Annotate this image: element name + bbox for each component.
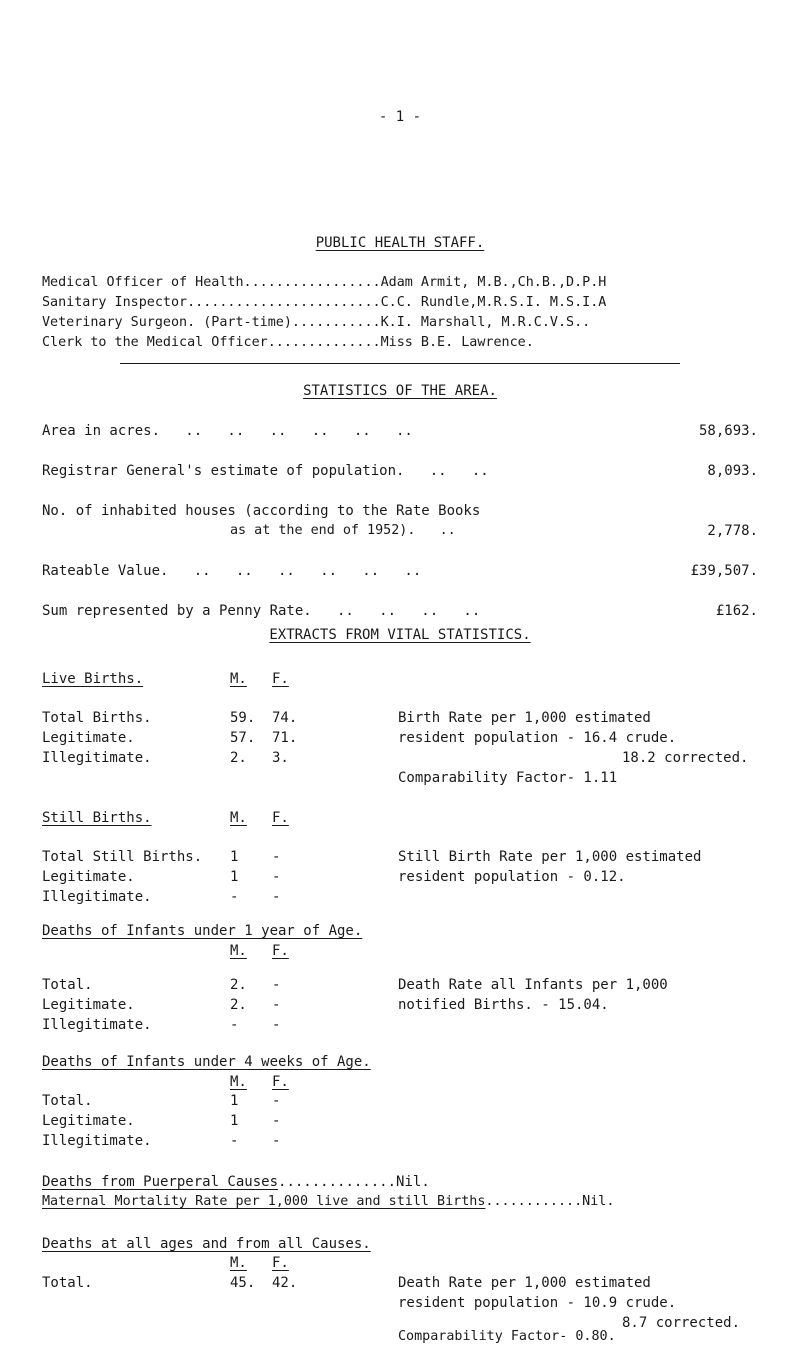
maternal-label: Maternal Mortality Rate per 1,000 live and still Births: [42, 1194, 486, 1209]
live-births-heading: Live Births.: [42, 671, 144, 687]
area-row-value: 8,093.: [707, 463, 758, 479]
leader-dots: ..............: [278, 1174, 397, 1190]
staff-line: Veterinary Surgeon. (Part-time)...........K.I. Marshall, M.R.C.V.S..: [42, 315, 591, 330]
page-number: - 1 -: [378, 109, 422, 125]
area-row-label-continued: as at the end of 1952). ..: [230, 523, 456, 538]
row-label: Total.: [42, 977, 93, 993]
maternal-row: [42, 1195, 614, 1208]
maternal-value: Nil.: [582, 1194, 615, 1209]
infant-deaths-heading: Deaths of Infants under 1 year of Age.: [42, 923, 363, 939]
area-row-value: £162.: [715, 603, 758, 619]
still-births-heading: Still Births.: [42, 810, 152, 826]
divider: [120, 363, 680, 364]
area-row-value: 2,778.: [707, 523, 758, 539]
row-m: -: [230, 1017, 239, 1033]
row-m: 1: [230, 1113, 239, 1129]
col-m: M.: [230, 943, 247, 959]
col-f: F.: [272, 671, 289, 687]
vital-heading: EXTRACTS FROM VITAL STATISTICS.: [269, 627, 531, 643]
row-m: 2.: [230, 750, 247, 766]
row-label: Total Still Births.: [42, 849, 203, 865]
row-f: -: [272, 1113, 281, 1129]
note: notified Births. - 15.04.: [398, 997, 609, 1013]
col-f: F.: [272, 810, 289, 826]
row-label: Legitimate.: [42, 997, 135, 1013]
row-m: 59.: [230, 710, 256, 726]
row-f: -: [272, 1093, 281, 1109]
note: Comparability Factor- 0.80.: [398, 1329, 616, 1344]
staff-line: Medical Officer of Health.................Adam Armit, M.B.,Ch.B.,D.P.H: [42, 275, 607, 290]
row-label: Illegitimate.: [42, 1017, 152, 1033]
row-label: Total Births.: [42, 710, 152, 726]
row-label: Total.: [42, 1275, 93, 1291]
row-f: -: [272, 1133, 281, 1149]
neonatal-deaths-heading: Deaths of Infants under 4 weeks of Age.: [42, 1054, 371, 1070]
col-f: F.: [272, 1255, 289, 1271]
col-f: F.: [272, 1074, 289, 1090]
row-f: 3.: [272, 750, 289, 766]
row-label: Illegitimate.: [42, 1133, 152, 1149]
staff-line: Clerk to the Medical Officer..............Miss B.E. Lawrence.: [42, 335, 534, 350]
row-f: 74.: [272, 710, 298, 726]
row-f: 71.: [272, 730, 298, 746]
note: resident population - 10.9 crude.: [398, 1295, 677, 1311]
puerperal-value: Nil.: [396, 1174, 430, 1190]
col-f: F.: [272, 943, 289, 959]
area-heading: STATISTICS OF THE AREA.: [303, 383, 497, 399]
note: Comparability Factor- 1.11: [398, 770, 618, 786]
area-row-label: Sum represented by a Penny Rate. .. .. .. ..: [42, 603, 481, 619]
row-m: 1: [230, 849, 239, 865]
area-row-label: Registrar General's estimate of population. .. ..: [42, 463, 489, 479]
area-row-label: Area in acres. .. .. .. .. .. ..: [42, 423, 413, 439]
puerperal-row: [42, 1175, 430, 1189]
all-deaths-heading: Deaths at all ages and from all Causes.: [42, 1236, 371, 1252]
note: Birth Rate per 1,000 estimated: [398, 710, 651, 726]
col-m: M.: [230, 810, 247, 826]
note: resident population - 16.4 crude.: [398, 730, 677, 746]
staff-heading: PUBLIC HEALTH STAFF.: [315, 235, 485, 251]
row-m: -: [230, 1133, 239, 1149]
col-m: M.: [230, 671, 247, 687]
row-label: Legitimate.: [42, 1113, 135, 1129]
note: resident population - 0.12.: [398, 869, 626, 885]
staff-line: Sanitary Inspector........................C.C. Rundle,M.R.S.I. M.S.I.A: [42, 295, 607, 310]
row-m: 1: [230, 1093, 239, 1109]
row-label: Total.: [42, 1093, 93, 1109]
area-row-value: 58,693.: [698, 423, 758, 439]
row-f: -: [272, 849, 281, 865]
leader-dots: ............: [485, 1194, 583, 1209]
col-m: M.: [230, 1074, 247, 1090]
row-f: -: [272, 997, 281, 1013]
row-f: -: [272, 977, 281, 993]
row-label: Legitimate.: [42, 730, 135, 746]
puerperal-label: Deaths from Puerperal Causes: [42, 1174, 279, 1190]
row-f: -: [272, 889, 281, 905]
note: Death Rate all Infants per 1,000: [398, 977, 668, 993]
note: 18.2 corrected.: [622, 750, 749, 766]
row-m: 2.: [230, 997, 247, 1013]
row-label: Illegitimate.: [42, 750, 152, 766]
row-label: Illegitimate.: [42, 889, 152, 905]
row-label: Legitimate.: [42, 869, 135, 885]
note: Death Rate per 1,000 estimated: [398, 1275, 651, 1291]
row-f: -: [272, 869, 281, 885]
note: 8.7 corrected.: [622, 1315, 741, 1331]
row-m: 2.: [230, 977, 247, 993]
note: Still Birth Rate per 1,000 estimated: [398, 849, 702, 865]
area-row-label: No. of inhabited houses (according to the Rate Books: [42, 503, 481, 519]
area-row-value: £39,507.: [690, 563, 758, 579]
col-m: M.: [230, 1255, 247, 1271]
row-m: -: [230, 889, 239, 905]
row-f: 42.: [272, 1275, 298, 1291]
area-row-label: Rateable Value. .. .. .. .. .. ..: [42, 563, 422, 579]
row-m: 1: [230, 869, 239, 885]
row-f: -: [272, 1017, 281, 1033]
row-m: 57.: [230, 730, 256, 746]
row-m: 45.: [230, 1275, 256, 1291]
